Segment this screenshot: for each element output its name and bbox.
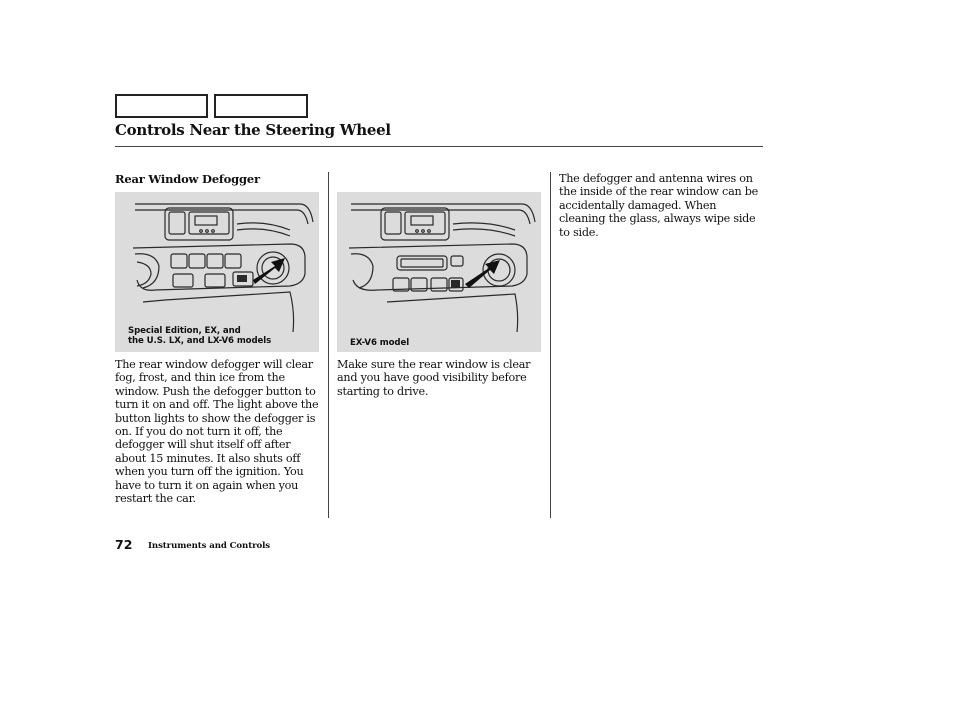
title-divider: [115, 146, 763, 147]
paragraph-wire-caution: The defogger and antenna wires on the inside of the rear window can be accidentally damaged. When cleaning the glass, always wipe side to side.: [559, 172, 759, 239]
dashboard-line-art: [337, 192, 541, 352]
page-number: 72: [115, 537, 133, 552]
paragraph-visibility: Make sure the rear window is clear and you have good visibility before starting to drive.: [337, 358, 531, 398]
figure-caption-text: Special Edition, EX, and the U.S. LX, and LX-V6 models: [128, 326, 272, 346]
column-divider-2: [550, 172, 551, 518]
figure-caption-text: EX-V6 model: [350, 338, 410, 348]
header-tab-left: [115, 94, 208, 118]
header-tab-right: [214, 94, 308, 118]
figure-caption: [128, 326, 313, 346]
figure-caption: [350, 338, 535, 348]
dashboard-illustration-ex-v6: [337, 192, 541, 352]
column-divider-1: [328, 172, 329, 518]
dashboard-illustration-standard: [115, 192, 319, 352]
paragraph-defogger-usage: The rear window defogger will clear fog, frost, and thin ice from the window. Push the defogger button to turn it on and off. The light above the button lights to show the defogger is on. If you do not turn it off, the defogger will shut itself off after about 15 minutes. It also shuts off when you turn off the ignition. You have to turn it on again when you restart the car.: [115, 358, 319, 506]
section-heading: Rear Window Defogger: [115, 172, 260, 186]
footer-section-label: Instruments and Controls: [148, 541, 271, 551]
page-title: Controls Near the Steering Wheel: [115, 121, 391, 139]
